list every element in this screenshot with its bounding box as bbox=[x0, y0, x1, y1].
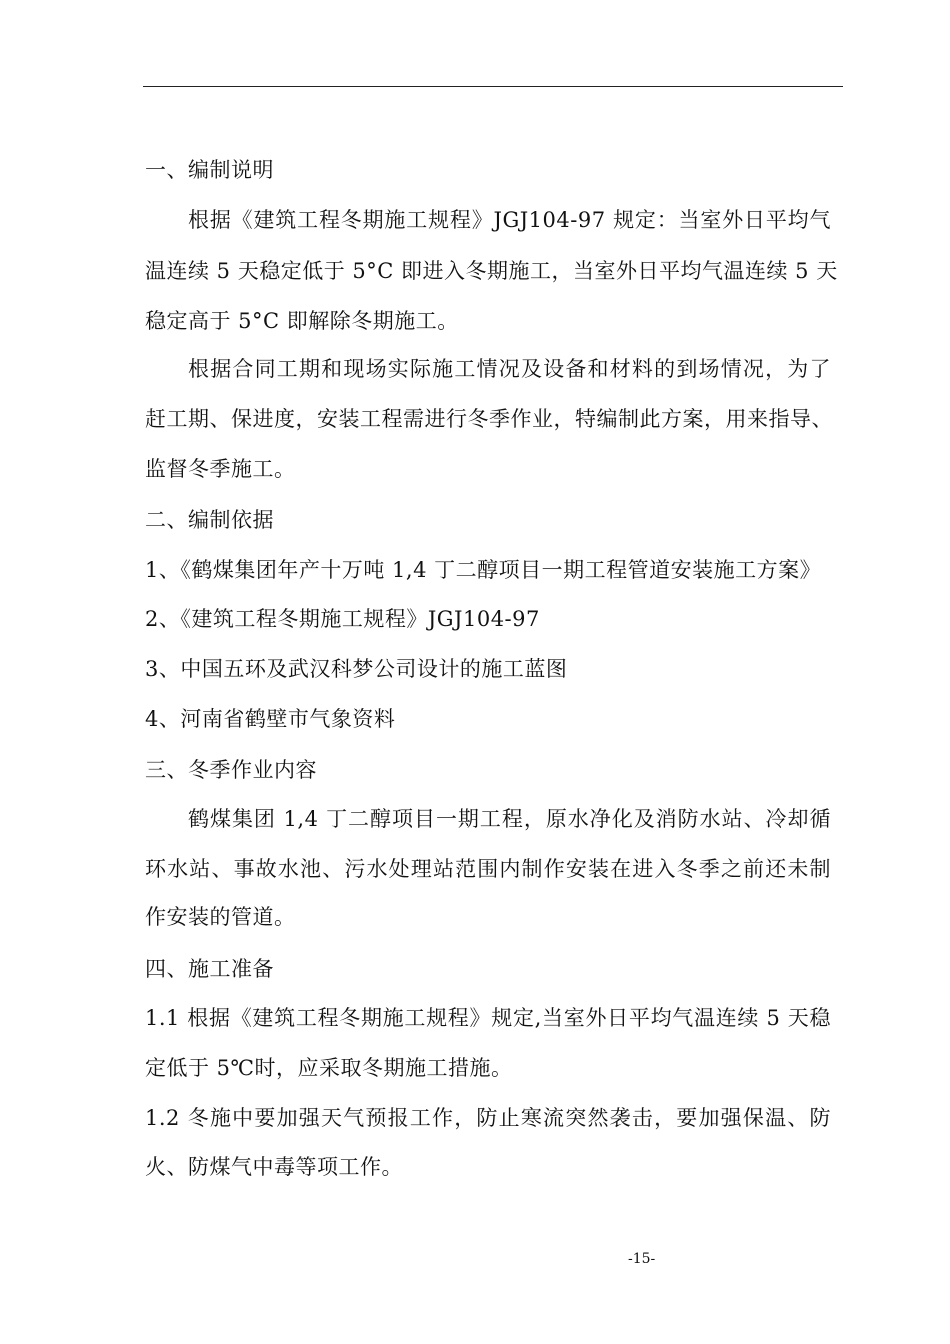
paragraph-line: 作安装的管道。 bbox=[145, 905, 296, 929]
paragraph-line: 监督冬季施工。 bbox=[145, 457, 296, 481]
section-heading-2: 二、编制依据 bbox=[145, 508, 274, 532]
paragraph-line: 稳定高于 5°C 即解除冬期施工。 bbox=[145, 309, 459, 333]
paragraph-line: 环水站、事故水池、污水处理站范围内制作安装在进入冬季之前还未制 bbox=[145, 857, 831, 881]
list-item: 3、中国五环及武汉科梦公司设计的施工蓝图 bbox=[145, 657, 568, 681]
paragraph-line: 定低于 5℃时，应采取冬期施工措施。 bbox=[145, 1056, 513, 1080]
paragraph-line: 赶工期、保进度，安装工程需进行冬季作业，特编制此方案，用来指导、 bbox=[145, 407, 833, 431]
list-item: 2、《建筑工程冬期施工规程》JGJ104-97 bbox=[145, 607, 540, 631]
paragraph-line: 1.2 冬施中要加强天气预报工作，防止寒流突然袭击，要加强保温、防 bbox=[145, 1106, 831, 1130]
section-heading-1: 一、编制说明 bbox=[145, 158, 274, 182]
header-rule bbox=[143, 86, 843, 87]
paragraph-line: 根据《建筑工程冬期施工规程》JGJ104-97 规定：当室外日平均气 bbox=[188, 208, 831, 232]
paragraph-line: 1.1 根据《建筑工程冬期施工规程》规定,当室外日平均气温连续 5 天稳 bbox=[145, 1006, 831, 1030]
paragraph-line: 根据合同工期和现场实际施工情况及设备和材料的到场情况，为了 bbox=[188, 357, 831, 381]
paragraph-line: 火、防煤气中毒等项工作。 bbox=[145, 1155, 403, 1179]
paragraph-line: 鹤煤集团 1,4 丁二醇项目一期工程，原水净化及消防水站、冷却循 bbox=[188, 807, 831, 831]
section-heading-3: 三、冬季作业内容 bbox=[145, 758, 317, 782]
paragraph-line: 温连续 5 天稳定低于 5°C 即进入冬期施工，当室外日平均气温连续 5 天 bbox=[145, 259, 838, 283]
list-item: 4、河南省鹤壁市气象资料 bbox=[145, 707, 396, 731]
list-item: 1、《鹤煤集团年产十万吨 1,4 丁二醇项目一期工程管道安装施工方案》 bbox=[145, 558, 822, 582]
page-number: -15- bbox=[628, 1251, 656, 1267]
section-heading-4: 四、施工准备 bbox=[145, 957, 274, 981]
